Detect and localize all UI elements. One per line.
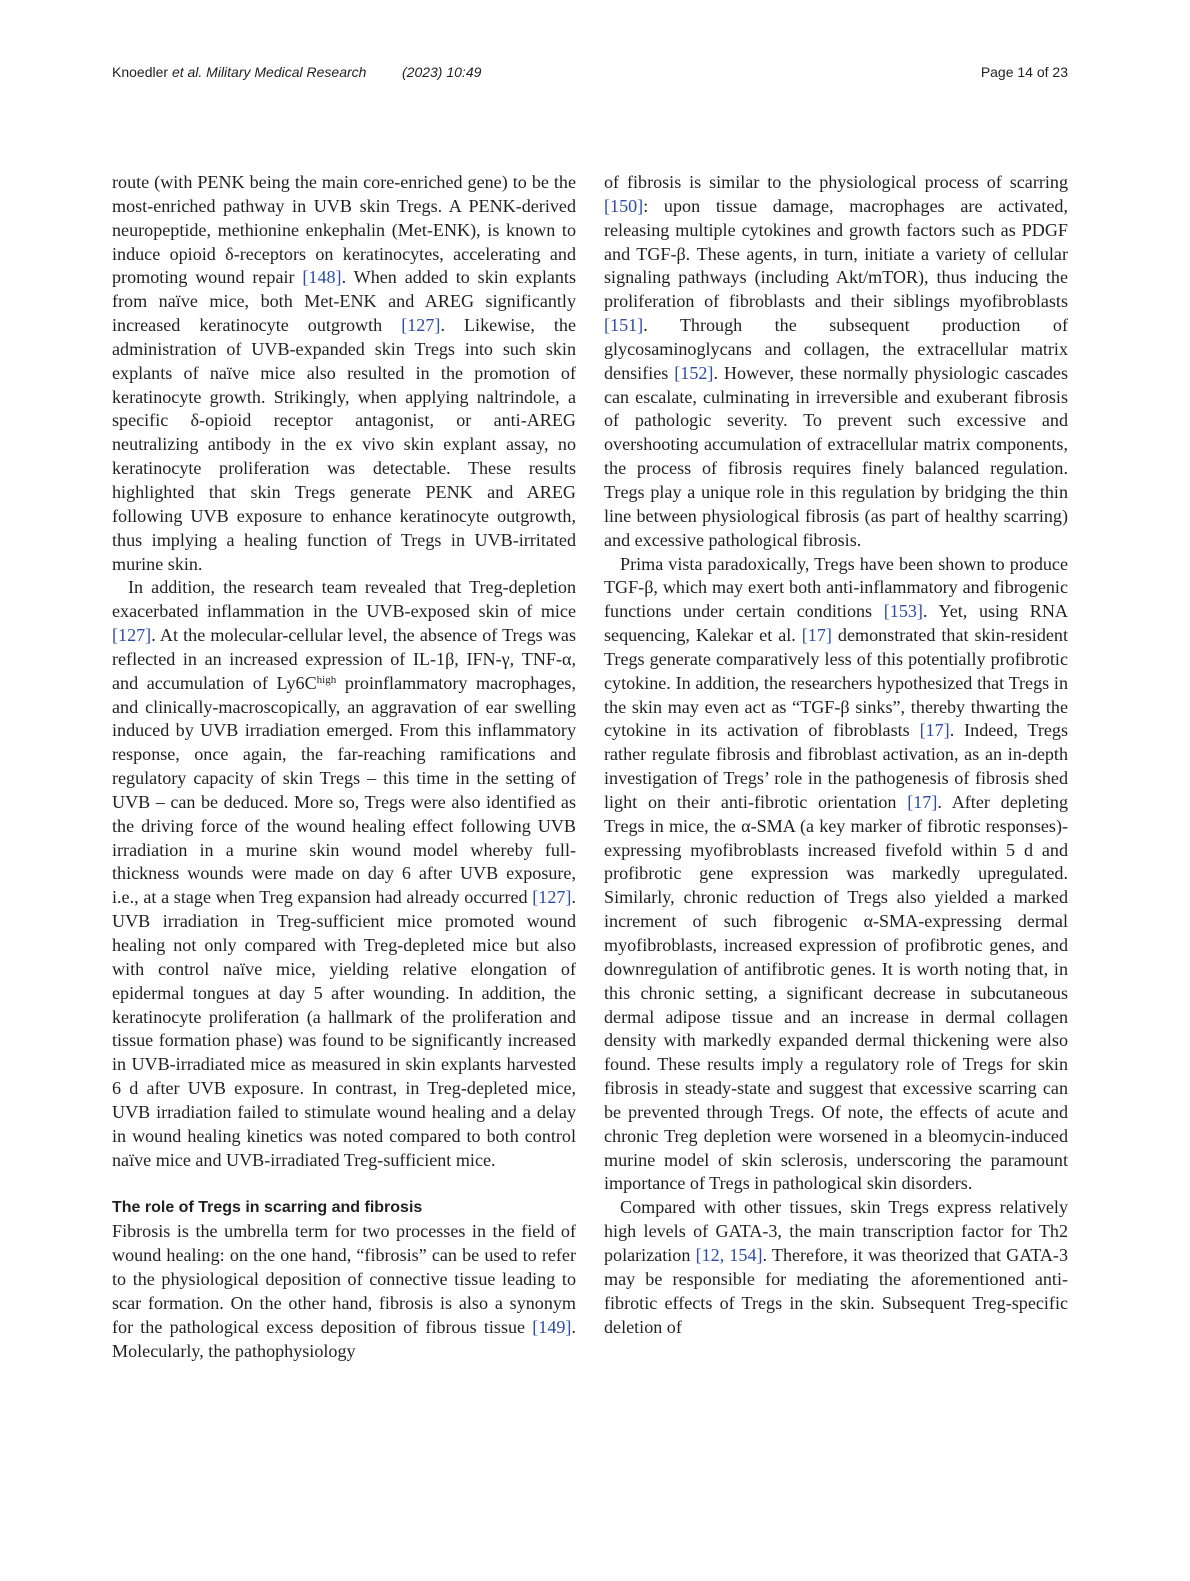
section-heading: The role of Tregs in scarring and fibrosis (112, 1199, 423, 1217)
paragraph: of fibrosis is similar to the physiological process of scarring [150]: upon tissue damage, macrophages are activated, releasing multiple cytokines and growth factors such as PDGF and TGF-β. These agents, in turn, initiate a variety of cellular signaling pathways (including Akt/mTOR), thus inducing the proliferation of fibroblasts and their siblings myofibroblasts [151]. Through the subsequent production of glycosaminoglycans and collagen, the extracellular matrix densifies [152]. However, these normally physiologic cascades can escalate, culminating in irreversible and exuberant fibrosis of pathologic severity. To prevent such excessive and overshooting accumulation of extracellular matrix components, the process of fibrosis requires finely balanced regulation. Tregs play a unique role in this regulation by bridging the thin line between physiological fibrosis (as part of healthy scarring) and excessive pathological fibrosis. (604, 172, 1068, 550)
citation-link[interactable]: [151] (604, 315, 644, 336)
paragraph: In addition, the research team revealed that Treg-depletion exacerbated inflammation in the UVB-exposed skin of mice [127]. At the molecular-cellular level, the absence of Tregs was reflected in an increased expression of IL-1β, IFN-γ, TNF-α, and accumulation of $Ly6C^{high}$ proinflammatory macrophages, and clinically-macroscopically, an aggravation of ear swelling induced by UVB irradiation emerged. From this inflammatory response, once again, the far-reaching ramifications and regulatory capacity of skin Tregs – this time in the setting of UVB – can be deduced. More so, Tregs were also identified as the driving force of the wound healing effect following UVB irradiation in a murine skin wound model whereby full-thickness wounds were made on day 6 after UVB exposure, i.e., at a stage when Treg expansion had already occurred [127]. UVB irradiation in Treg-sufficient mice promoted wound healing not only compared with Treg-depleted mice but also with control naïve mice, yielding relative elongation of epidermal tongues at day 5 after wounding. In addition, the keratinocyte proliferation (a hallmark of the proliferation and tissue formation phase) was found to be significantly increased in UVB-irradiated mice as measured in skin explants harvested 6 d after UVB exposure. In contrast, in Treg-depleted mice, UVB irradiation failed to stimulate wound healing and a delay in wound healing kinetics was noted compared to both control naïve mice and UVB-irradiated Treg-sufficient mice. (112, 577, 577, 1170)
citation-link[interactable]: [127] (401, 315, 441, 336)
citation-link[interactable]: [152] (674, 362, 714, 383)
citation-link[interactable]: [12, 154] (695, 1244, 763, 1265)
citation-link[interactable]: [148] (302, 267, 342, 288)
paragraph: route (with PENK being the main core-enriched gene) to be the most-enriched pathway in UVB skin Tregs. A PENK-derived neuropeptide, methionine enkephalin (Met-ENK), is known to induce opioid δ-receptors on keratinocytes, accelerating and promoting wound repair [148]. When added to skin explants from naïve mice, both Met-ENK and AREG significantly increased keratinocyte outgrowth [127]. Likewise, the administration of UVB-expanded skin Tregs into such skin explants of naïve mice also resulted in the promotion of keratinocyte growth. Strikingly, when applying naltrindole, a specific δ-opioid receptor antagonist, or anti-AREG neutralizing antibody in the ex vivo skin explant assay, no keratinocyte proliferation was detectable. These results highlighted that skin Tregs generate PENK and AREG following UVB exposure to enhance keratinocyte outgrowth, thus implying a healing function of Tregs in UVB-irritated murine skin. (112, 172, 576, 574)
journal-name: et al. Military Medical Research (171, 64, 367, 80)
citation-link[interactable]: [153] (883, 601, 923, 622)
citation-link[interactable]: [150] (604, 195, 644, 216)
running-header (112, 64, 1068, 84)
volume-info: (2023) 10:49 (402, 64, 482, 80)
left-column (112, 171, 576, 1363)
paragraph: Fibrosis is the umbrella term for two processes in the field of wound healing: on the one hand, “fibrosis” can be used to refer to the physiological deposition of connective tissue leading to scar formation. On the other hand, fibrosis is also a synonym for the pathological excess deposition of fibrous tissue [149]. Molecularly, the pathophysiology (112, 1221, 576, 1361)
page-number: Page 14 of 23 (980, 64, 1068, 80)
citation-link[interactable]: [149] (532, 1316, 572, 1337)
paragraph: Prima vista paradoxically, Tregs have been shown to produce TGF-β, which may exert both anti-inflammatory and fibrogenic functions under certain conditions [153]. Yet, using RNA sequencing, Kalekar et al. [17] demonstrated that skin-resident Tregs generate comparatively less of this potentially profibrotic cytokine. In addition, the researchers hypothesized that Tregs in the skin may even act as “TGF-β sinks”, thereby thwarting the cytokine in its activation of fibroblasts [17]. Indeed, Tregs rather regulate fibrosis and fibroblast activation, as an in-depth investigation of Tregs’ role in the pathogenesis of fibrosis shed light on their anti-fibrotic orientation [17]. After depleting Tregs in mice, the α-SMA (a key marker of fibrotic responses)-expressing myofibroblasts increased fivefold within 5 d and profibrotic gene expression was markedly upregulated. Similarly, chronic reduction of Tregs also yielded a marked increment of such fibrogenic α-SMA-expressing dermal myofibroblasts, increased expression of profibrotic genes, and downregulation of antifibrotic genes. It is worth noting that, in this chronic setting, a significant decrease in subcutaneous dermal adipose tissue and an increase in dermal collagen density with markedly expanded dermal thickening were also found. These results imply a regulatory role of Tregs for skin fibrosis in steady-state and suggest that excessive scarring can be prevented through Tregs. Of note, the effects of acute and chronic Treg depletion were worsened in a bleomycin-induced murine model of skin sclerosis, underscoring the paramount importance of Tregs in pathological skin disorders. (604, 553, 1069, 1194)
citation-link[interactable]: [127] (532, 887, 572, 908)
paragraph: Compared with other tissues, skin Tregs express relatively high levels of GATA-3, the main transcription factor for Th2 polarization [12, 154]. Therefore, it was theorized that GATA-3 may be responsible for mediating the aforementioned anti-fibrotic effects of Tregs in the skin. Subsequent Treg-specific deletion of (604, 1197, 1069, 1337)
citation-link[interactable]: [17] (801, 625, 832, 646)
citation-link[interactable]: [17] (919, 720, 950, 741)
author-label: Knoedler (112, 64, 172, 80)
citation-link[interactable]: [17] (907, 791, 938, 812)
right-column (604, 171, 1068, 1339)
superscript: high (316, 673, 337, 686)
citation-link[interactable]: [127] (112, 625, 152, 646)
journal-citation (112, 64, 366, 80)
